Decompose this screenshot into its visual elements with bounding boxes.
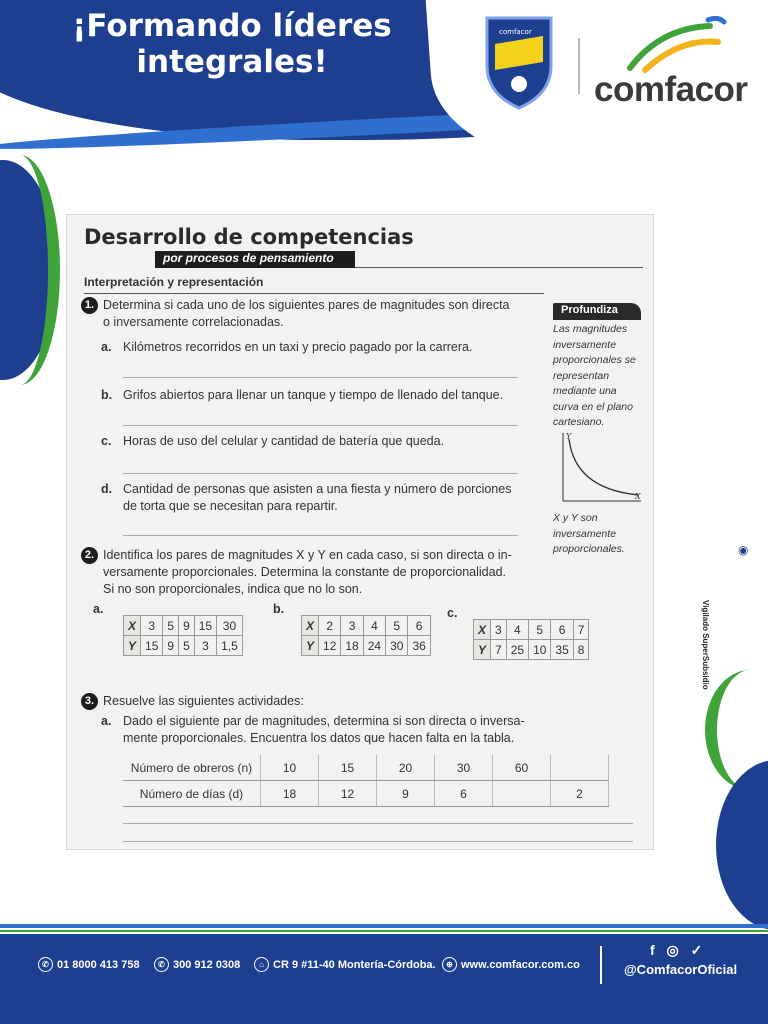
q3a-text-line-2: mente proporcionales. Encuentra los datos que hacen falta en la tabla. [123, 731, 515, 745]
table-cell: 3 [341, 616, 363, 636]
table-cell: 4 [363, 616, 385, 636]
q2c-label: c. [447, 606, 458, 620]
social-handle[interactable]: @ComfacorOficial [624, 962, 738, 977]
title-rule [355, 267, 643, 268]
website-text[interactable]: www.comfacor.com.co [461, 958, 580, 971]
q3a-text-line-1: Dado el siguiente par de magnitudes, determina si son directa o inversa- [123, 714, 525, 728]
question-1-number: 1. [81, 297, 98, 314]
footer-address [254, 957, 436, 972]
profundiza-title: Profundiza [561, 304, 618, 316]
q1c-label: c. [101, 434, 112, 448]
table-cell: 12 [319, 781, 377, 807]
table-cell: 2 [551, 781, 609, 807]
table-cell: 36 [408, 636, 430, 656]
table-cell: 2 [319, 616, 341, 636]
q2a-table [123, 615, 243, 656]
table-cell: 6 [435, 781, 493, 807]
footer-stripe [0, 924, 768, 928]
social-icons[interactable]: f ◎ ✓ [650, 942, 707, 958]
table-cell: 6 [551, 620, 573, 640]
footer-divider [600, 946, 602, 984]
q2b-table [301, 615, 431, 656]
globe-icon: ⊕ [442, 957, 457, 972]
phone-icon: ✆ [38, 957, 53, 972]
right-blue-circle [716, 760, 768, 930]
table-header-y: Y [124, 636, 141, 656]
table-cell: 9 [179, 616, 195, 636]
home-icon: ⌂ [254, 957, 269, 972]
table-cell: 25 [506, 640, 528, 660]
left-green-arc [0, 155, 60, 385]
q2a-label: a. [93, 602, 104, 616]
table-cell: 15 [319, 755, 377, 781]
slogan-line-2: integrales! [136, 44, 328, 80]
table-cell: 5 [529, 620, 551, 640]
table-cell: 4 [506, 620, 528, 640]
q1d-text-line-1: Cantidad de personas que asisten a una fiesta y número de porciones [123, 482, 512, 496]
q3a-label: a. [101, 714, 112, 728]
slogan [72, 8, 392, 80]
inverse-curve-graph [553, 429, 645, 509]
q1b-text: Grifos abiertos para llenar un tanque y tiempo de llenado del tanque. [123, 388, 504, 402]
table-cell: 30 [217, 616, 243, 636]
table-header-x: X [124, 616, 141, 636]
shield-text: comfacor [499, 28, 532, 36]
q1d-text-line-2: de torta que se necesitan para repartir. [123, 499, 338, 513]
table-cell: 15 [141, 636, 163, 656]
q1d-label: d. [101, 482, 113, 496]
footer [0, 924, 768, 1024]
table-cell: 18 [261, 781, 319, 807]
section-heading: Interpretación y representación [84, 275, 264, 289]
vigilado-text: Vigilado SuperSubsidio [701, 600, 710, 690]
table-cell [493, 781, 551, 807]
table-cell: 7 [573, 620, 589, 640]
table-cell: 35 [551, 640, 573, 660]
table-cell: 18 [341, 636, 363, 656]
phone-icon: ✆ [154, 957, 169, 972]
worksheet-title: Desarrollo de competencias [84, 225, 414, 249]
graph-axis-y-label: Y [566, 432, 572, 441]
q3-prompt: Resuelve las siguientes actividades: [103, 694, 304, 708]
q2-prompt-line-3: Si no son proporcionales, indica que no lo son. [103, 582, 363, 596]
worksheet-subtitle: por procesos de pensamiento [163, 251, 334, 265]
answer-line [123, 535, 518, 536]
answer-line [123, 425, 518, 426]
worksheet-page [66, 214, 654, 850]
table-cell: 12 [319, 636, 341, 656]
section-rule [84, 293, 544, 294]
table-row [124, 636, 243, 656]
school-shield-icon [483, 14, 555, 110]
footer-phone-1 [38, 957, 140, 972]
profundiza-box [551, 303, 647, 563]
table-cell: 60 [493, 755, 551, 781]
table-row [124, 616, 243, 636]
table-header-dias: Número de días (d) [123, 781, 261, 807]
table-cell: 3 [491, 620, 507, 640]
question-2-number: 2. [81, 547, 98, 564]
table-cell: 7 [491, 640, 507, 660]
question-3-number: 3. [81, 693, 98, 710]
logo-divider [578, 38, 580, 94]
footer-website[interactable] [442, 957, 580, 972]
table-cell: 5 [179, 636, 195, 656]
graph-axis-x-label: X [635, 492, 641, 501]
table-header-y: Y [474, 640, 491, 660]
q1-prompt-line-2: o inversamente correlacionadas. [103, 315, 284, 329]
q3a-table [123, 755, 609, 807]
table-cell: 3 [194, 636, 216, 656]
phone-1-text: 01 8000 413 758 [57, 958, 140, 971]
profundiza-text: Las magnitudes inversamente proporcionales se representan mediante una curva en el plano cartesiano. [553, 323, 636, 428]
table-row [302, 616, 431, 636]
answer-line [123, 473, 518, 474]
comfacor-logo-text: comfacor [594, 70, 748, 109]
table-cell: 1,5 [217, 636, 243, 656]
table-cell: 9 [377, 781, 435, 807]
table-cell: 20 [377, 755, 435, 781]
table-row [123, 781, 609, 807]
table-row [123, 755, 609, 781]
supersubsidio-icon: ◉ [738, 543, 749, 557]
phone-2-text: 300 912 0308 [173, 958, 241, 971]
header-banner [0, 0, 768, 160]
profundiza-caption: X y Y son inversamente proporcionales. [553, 512, 625, 555]
table-cell: 24 [363, 636, 385, 656]
q1-prompt-line-1: Determina si cada uno de los siguientes pares de magnitudes son directa [103, 298, 510, 312]
footer-phone-2 [154, 957, 240, 972]
table-header-y: Y [302, 636, 319, 656]
table-cell: 5 [163, 616, 179, 636]
slogan-line-1: ¡Formando líderes [72, 8, 392, 44]
q2-prompt-line-2: versamente proporcionales. Determina la constante de proporcionalidad. [103, 565, 507, 579]
table-cell: 9 [163, 636, 179, 656]
table-cell: 5 [386, 616, 408, 636]
table-cell: 10 [529, 640, 551, 660]
table-row [474, 640, 589, 660]
q2b-label: b. [273, 602, 285, 616]
q1b-label: b. [101, 388, 113, 402]
answer-line [123, 377, 518, 378]
table-cell: 6 [408, 616, 430, 636]
table-cell [551, 755, 609, 781]
table-cell: 15 [194, 616, 216, 636]
q1a-text: Kilómetros recorridos en un taxi y precio pagado por la carrera. [123, 340, 473, 354]
q1a-label: a. [101, 340, 112, 354]
address-text: CR 9 #11-40 Montería-Córdoba. [273, 958, 436, 971]
table-cell: 30 [435, 755, 493, 781]
table-header-x: X [302, 616, 319, 636]
answer-line [123, 823, 633, 824]
table-cell: 8 [573, 640, 589, 660]
table-row [302, 636, 431, 656]
table-cell: 10 [261, 755, 319, 781]
q2c-table [473, 619, 589, 660]
table-header-obreros: Número de obreros (n) [123, 755, 261, 781]
q2-prompt-line-1: Identifica los pares de magnitudes X y Y en cada caso, si son directa o in- [103, 548, 512, 562]
table-cell: 30 [386, 636, 408, 656]
footer-stripe-green [0, 930, 768, 932]
q1c-text: Horas de uso del celular y cantidad de batería que queda. [123, 434, 445, 448]
table-header-x: X [474, 620, 491, 640]
table-cell: 3 [141, 616, 163, 636]
table-row [474, 620, 589, 640]
answer-line [123, 841, 633, 842]
